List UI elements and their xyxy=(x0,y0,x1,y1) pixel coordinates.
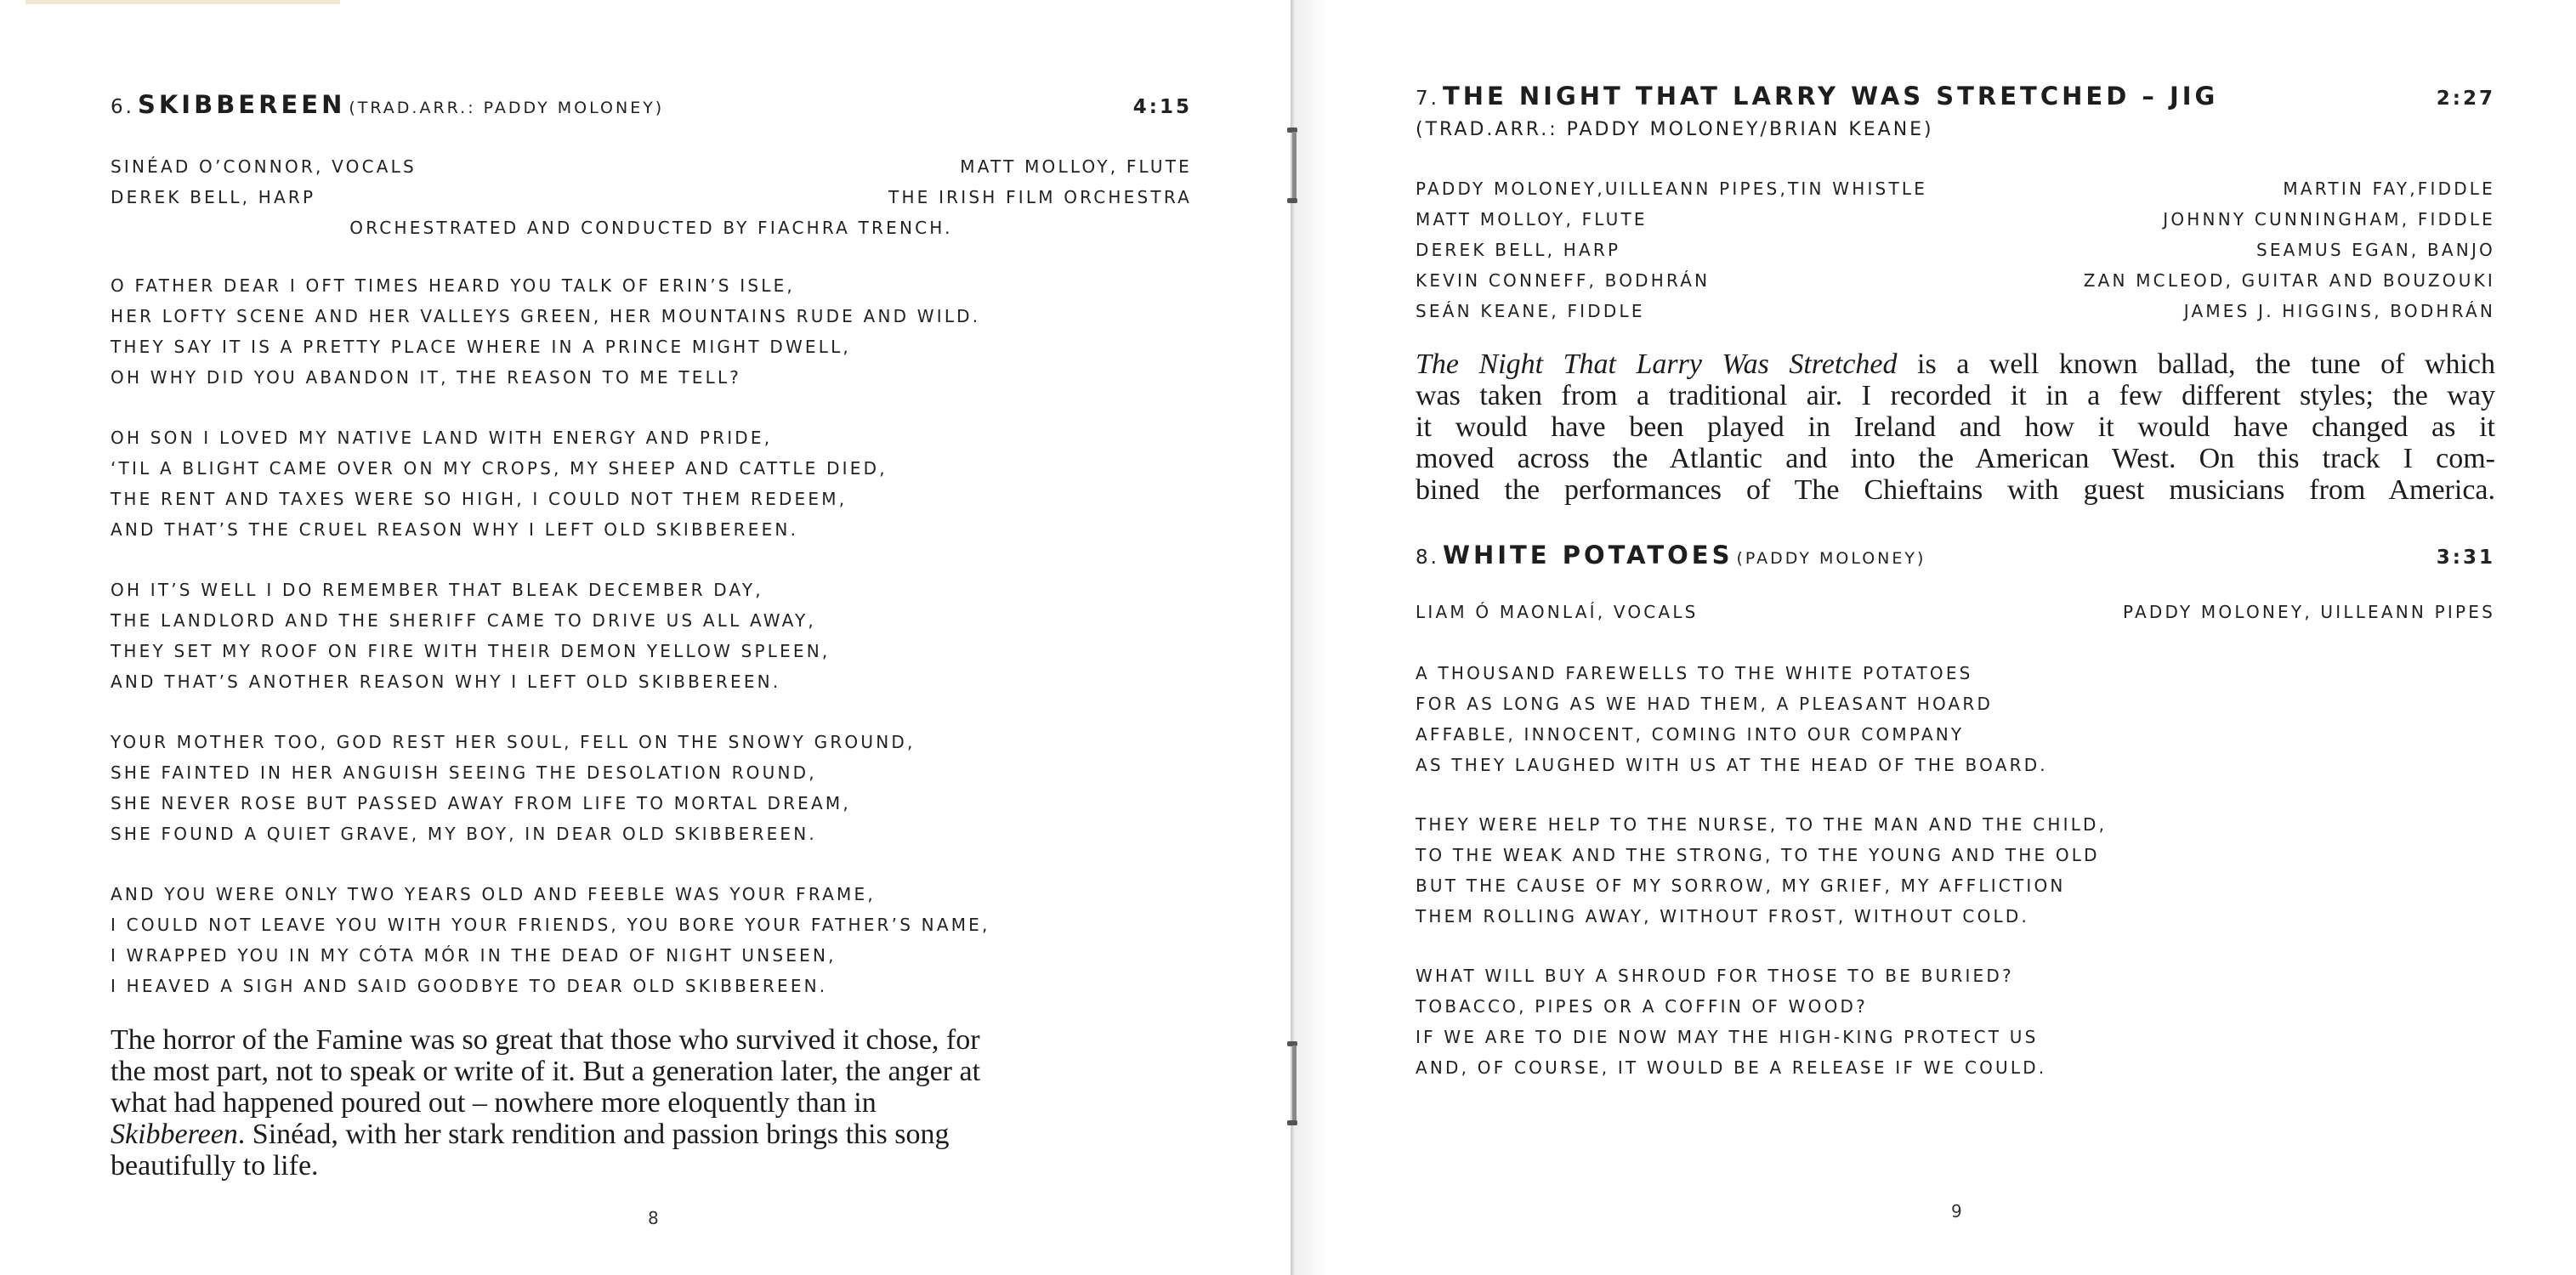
credit-right: JAMES J. HIGGINS, BODHRÁN xyxy=(2183,301,2495,321)
track-6-notes xyxy=(111,1024,1192,1182)
lyrics-verse-3 xyxy=(1416,960,2046,1083)
prose-line: moved across the Atlantic and into the American West. On this track I com- xyxy=(1416,443,2495,474)
track-6-heading xyxy=(111,90,664,119)
staple-icon xyxy=(1287,1120,1297,1125)
lyric-line: IF WE ARE TO DIE NOW MAY THE HIGH-KING PROTECT US xyxy=(1416,1027,2039,1047)
credit-left: LIAM Ó MAONLAÍ, VOCALS xyxy=(1416,602,1699,622)
track-7-header xyxy=(1416,82,2495,110)
lyrics-verse-5 xyxy=(111,879,990,1001)
credit-right: MATT MOLLOY, FLUTE xyxy=(960,156,1192,177)
lyrics-verse-3 xyxy=(111,575,830,697)
staple-icon xyxy=(1287,198,1297,203)
credit-row xyxy=(1416,270,2495,291)
lyric-line: AS THEY LAUGHED WITH US AT THE HEAD OF THE BOARD. xyxy=(1416,755,2048,775)
lyric-line: SHE FOUND A QUIET GRAVE, MY BOY, IN DEAR OLD SKIBBEREEN. xyxy=(111,824,817,844)
track-7-heading xyxy=(1416,82,2218,110)
credit-right: MARTIN FAY,FIDDLE xyxy=(2283,178,2495,199)
prose-line: the most part, not to speak or write of it. But a generation later, the anger at xyxy=(111,1056,981,1087)
page-number: 8 xyxy=(648,1208,659,1228)
lyric-line: I COULD NOT LEAVE YOU WITH YOUR FRIENDS, YOU BORE YOUR FATHER’S NAME, xyxy=(111,915,990,935)
track-number: 6. xyxy=(111,96,134,118)
credit-row xyxy=(1416,209,2495,230)
track-arrangement: (TRAD.ARR.: PADDY MOLONEY) xyxy=(349,99,665,117)
lyrics-verse-2 xyxy=(1416,809,2107,932)
credit-row xyxy=(1416,240,2495,260)
credit-row xyxy=(111,187,1192,207)
track-arrangement: (PADDY MOLONEY) xyxy=(1736,549,1926,568)
staple-shank xyxy=(1292,132,1297,200)
prose-line: bined the performances of The Chieftains with guest musicians from America. xyxy=(1416,474,2495,506)
lyric-line: THEY SET MY ROOF ON FIRE WITH THEIR DEMON YELLOW SPLEEN, xyxy=(111,641,831,661)
lyric-line: AFFABLE, INNOCENT, COMING INTO OUR COMPANY xyxy=(1416,724,1965,745)
lyric-line: THEM ROLLING AWAY, WITHOUT FROST, WITHOUT COLD. xyxy=(1416,906,2030,926)
track-duration: 4:15 xyxy=(1132,96,1192,118)
lyric-line: THEY WERE HELP TO THE NURSE, TO THE MAN AND THE CHILD, xyxy=(1416,814,2108,835)
lyric-line: OH SON I LOVED MY NATIVE LAND WITH ENERGY AND PRIDE, xyxy=(111,428,773,448)
lyric-line: SHE FAINTED IN HER ANGUISH SEEING THE DESOLATION ROUND, xyxy=(111,762,817,783)
lyric-line: FOR AS LONG AS WE HAD THEM, A PLEASANT HOARD xyxy=(1416,694,1994,714)
lyric-line: OH WHY DID YOU ABANDON IT, THE REASON TO ME TELL? xyxy=(111,367,742,388)
lyric-line: THEY SAY IT IS A PRETTY PLACE WHERE IN A PRINCE MIGHT DWELL, xyxy=(111,337,851,357)
credit-right: SEAMUS EGAN, BANJO xyxy=(2255,240,2495,260)
prose-line xyxy=(111,1119,1192,1150)
credit-right: PADDY MOLONEY, UILLEANN PIPES xyxy=(2122,602,2495,622)
staple-shank xyxy=(1292,1046,1297,1122)
lyric-line: THE LANDLORD AND THE SHERIFF CAME TO DRIVE US ALL AWAY, xyxy=(111,610,816,631)
credit-left: DEREK BELL, HARP xyxy=(1416,240,1621,260)
page-number: 9 xyxy=(1951,1201,1962,1221)
track-number: 8. xyxy=(1416,547,1439,569)
track-duration: 3:31 xyxy=(2436,547,2495,569)
prose-line: The horror of the Famine was so great that those who survived it chose, for xyxy=(111,1024,980,1056)
gutter-shadow xyxy=(1294,0,1328,1275)
italic-song-title: Skibbereen xyxy=(111,1119,238,1150)
prose-line: what had happened poured out – nowhere more eloquently than in xyxy=(111,1087,877,1119)
lyric-line: SHE NEVER ROSE BUT PASSED AWAY FROM LIFE TO MORTAL DREAM, xyxy=(111,793,851,813)
track-title: SKIBBEREEN xyxy=(137,90,346,119)
page-8 xyxy=(111,0,1192,1275)
credit-row xyxy=(1416,602,2495,622)
credit-left: PADDY MOLONEY,UILLEANN PIPES,TIN WHISTLE xyxy=(1416,178,1928,199)
page-9 xyxy=(1416,0,2495,1275)
lyrics-verse-1 xyxy=(111,270,980,393)
credit-row xyxy=(1416,301,2495,321)
lyric-line: HER LOFTY SCENE AND HER VALLEYS GREEN, HER MOUNTAINS RUDE AND WILD. xyxy=(111,306,981,326)
credit-row xyxy=(111,156,1192,177)
track-title: WHITE POTATOES xyxy=(1442,541,1733,570)
prose-text: is a well known ballad, the tune of which xyxy=(1897,348,2495,380)
track-8-header xyxy=(1416,541,2495,570)
lyrics-verse-4 xyxy=(111,727,916,849)
credit-row xyxy=(1416,178,2495,199)
prose-line: it would have been played in Ireland and how it would have changed as it xyxy=(1416,411,2495,443)
track-title: THE NIGHT THAT LARRY WAS STRETCHED – JIG xyxy=(1442,82,2219,110)
lyric-line: O FATHER DEAR I OFT TIMES HEARD YOU TALK OF ERIN’S ISLE, xyxy=(111,275,795,296)
prose-line xyxy=(1416,348,2495,380)
lyric-line: TO THE WEAK AND THE STRONG, TO THE YOUNG AND THE OLD xyxy=(1416,845,2100,865)
lyric-line: I WRAPPED YOU IN MY CÓTA MÓR IN THE DEAD OF NIGHT UNSEEN, xyxy=(111,945,837,966)
lyric-line: AND THAT’S ANOTHER REASON WHY I LEFT OLD SKIBBEREEN. xyxy=(111,672,781,692)
lyric-line: YOUR MOTHER TOO, GOD REST HER SOUL, FELL ON THE SNOWY GROUND, xyxy=(111,732,916,752)
lyric-line: WHAT WILL BUY A SHROUD FOR THOSE TO BE BURIED? xyxy=(1416,966,2014,986)
prose-line: was taken from a traditional air. I recorded it in a few different styles; the way xyxy=(1416,380,2495,411)
credit-right: THE IRISH FILM ORCHESTRA xyxy=(888,187,1192,207)
credit-left: MATT MOLLOY, FLUTE xyxy=(1416,209,1648,230)
lyric-line: AND YOU WERE ONLY TWO YEARS OLD AND FEEBLE WAS YOUR FRAME, xyxy=(111,884,876,904)
track-7-notes xyxy=(1416,348,2495,506)
lyric-line: BUT THE CAUSE OF MY SORROW, MY GRIEF, MY AFFLICTION xyxy=(1416,876,2066,896)
lyric-line: OH IT’S WELL I DO REMEMBER THAT BLEAK DECEMBER DAY, xyxy=(111,580,763,600)
lyric-line: I HEAVED A SIGH AND SAID GOODBYE TO DEAR OLD SKIBBEREEN. xyxy=(111,976,828,996)
credit-right: ZAN MCLEOD, GUITAR AND BOUZOUKI xyxy=(2083,270,2495,291)
lyric-line: THE RENT AND TAXES WERE SO HIGH, I COULD NOT THEM REDEEM, xyxy=(111,489,848,509)
lyric-line: A THOUSAND FAREWELLS TO THE WHITE POTATOES xyxy=(1416,663,1973,683)
italic-song-title: The Night That Larry Was Stretched xyxy=(1416,348,1898,380)
track-duration: 2:27 xyxy=(2436,88,2495,110)
lyric-line: AND, OF COURSE, IT WOULD BE A RELEASE IF WE COULD. xyxy=(1416,1057,2047,1078)
prose-line: beautifully to life. xyxy=(111,1150,319,1182)
lyrics-verse-2 xyxy=(111,422,888,545)
track-8-heading xyxy=(1416,541,1926,570)
track-arrangement: (TRAD.ARR.: PADDY MOLONEY/BRIAN KEANE) xyxy=(1416,119,1934,140)
lyrics-verse-1 xyxy=(1416,658,2048,780)
credits-note: ORCHESTRATED AND CONDUCTED BY FIACHRA TRENCH. xyxy=(349,218,953,238)
credit-left: SEÁN KEANE, FIDDLE xyxy=(1416,301,1645,321)
credit-right: JOHNNY CUNNINGHAM, FIDDLE xyxy=(2163,209,2495,230)
lyric-line: TOBACCO, PIPES OR A COFFIN OF WOOD? xyxy=(1416,996,1868,1017)
lyric-line: AND THAT’S THE CRUEL REASON WHY I LEFT OLD SKIBBEREEN. xyxy=(111,519,799,540)
lyric-line: ‘TIL A BLIGHT CAME OVER ON MY CROPS, MY SHEEP AND CATTLE DIED, xyxy=(111,458,888,479)
track-6-header xyxy=(111,90,1192,119)
credit-left: KEVIN CONNEFF, BODHRÁN xyxy=(1416,270,1711,291)
prose-text: . Sinéad, with her stark rendition and passion brings this song xyxy=(237,1119,950,1150)
credit-left: SINÉAD O’CONNOR, VOCALS xyxy=(111,156,417,177)
track-number: 7. xyxy=(1416,88,1439,110)
credit-left: DEREK BELL, HARP xyxy=(111,187,316,207)
